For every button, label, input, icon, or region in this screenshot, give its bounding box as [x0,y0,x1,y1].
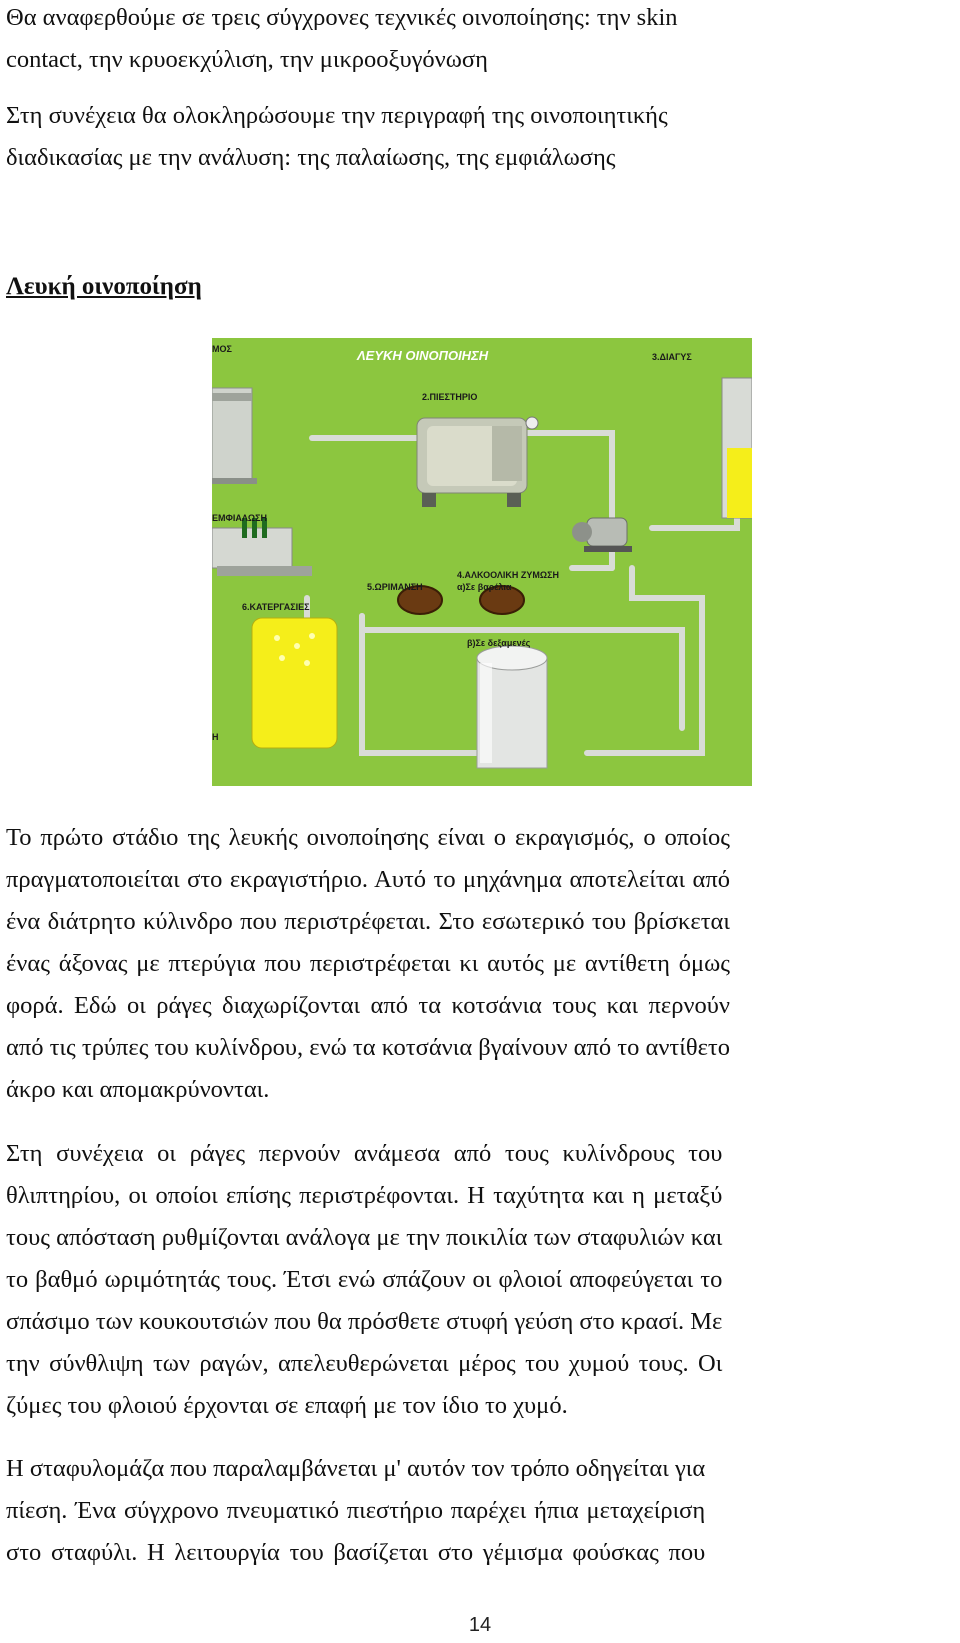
label-bottling: ΕΜΦΙΑΛΩΣΗ [212,513,268,523]
text-line: πίεση. Ένα σύγχρονο πνευματικό πιεστήριο παρέχει ήπια μεταχείριση [6,1497,706,1524]
text-line: θλιπτηρίου, οι οποίοι επίσης περιστρέφονται. Η ταχύτητα και η μεταξύ [6,1182,723,1209]
label-processing: 6.ΚΑΤΕΡΓΑΣΙΕΣ [242,602,310,612]
label-crusher: ΜΟΣ [212,344,232,354]
paragraph-intro-process [6,95,668,179]
label-tanks: β)Σε δεξαμενές [467,638,531,648]
text-line: πραγματοποιείται στο εκραγιστήριο. Αυτό το μηχάνημα αποτελείται από [6,866,730,893]
text-line: στο σταφύλι. Η λειτουργία του βασίζεται στο γέμισμα φούσκας που [6,1539,706,1566]
label-edge: Η [212,732,219,742]
text-line: την σύνθλιψη των ραγών, απελευθερώνεται μέρος του χυμού τους. Οι [6,1350,723,1377]
text-line: ζύμες του φλοιού έρχονται σε επαφή με τον ίδιο το χυμό. [6,1392,568,1419]
paragraph-crushing [6,1133,722,1427]
text-line: σπάσιμο των κουκουτσιών που θα πρόσθετε στυφή γεύση στο κρασί. Με [6,1308,723,1335]
label-maturation: 5.ΩΡΙΜΑΝΣΗ [367,582,423,592]
label-barrels: α)Σε βαρέλια [457,582,512,592]
text-line: διαδικασίας με την ανάλυση: της παλαίωσης, της εμφιάλωσης [6,144,616,171]
label-fermentation: 4.ΑΛΚΟΟΛΙΚΗ ΖΥΜΩΣΗ [457,570,559,580]
white-winemaking-diagram [212,338,752,786]
text-line: τους απόσταση ρυθμίζονται ανάλογα με την ποικιλία των σταφυλιών και [6,1224,723,1251]
section-heading: Λευκή οινοποίηση [6,273,202,300]
text-line: Η σταφυλομάζα που παραλαμβάνεται μ' αυτόν τον τρόπο οδηγείται για [6,1455,706,1482]
text-line: από τις τρύπες του κυλίνδρου, ενώ τα κοτσάνια βγαίνουν από το αντίθετο [6,1034,730,1061]
paragraph-intro-techniques [6,0,678,81]
text-line: το βαθμό ωριμότητάς τους. Έτσι ενώ σπάζουν οι φλοιοί αποφεύγεται το [6,1266,723,1293]
text-line: Στη συνέχεια οι ράγες περνούν ανάμεσα από τους κυλίνδρους του [6,1140,723,1167]
clarification-tank [722,378,752,518]
text-line: Θα αναφερθούμε σε τρεις σύγχρονες τεχνικές οινοποίησης: την skin [6,4,678,31]
text-line: Το πρώτο στάδιο της λευκής οινοποίησης είναι ο εκραγισμός, ο οποίος [6,824,730,851]
paragraph-pressing [6,1448,705,1574]
crusher-machine [212,388,257,484]
text-line: φορά. Εδώ οι ράγες διαχωρίζονται από τα κοτσάνια τους και περνούν [6,992,730,1019]
text-line: contact, την κρυοεκχύλιση, την μικροοξυγόνωση [6,46,488,73]
text-line: ένας άξονας με πτερύγια που περιστρέφεται κι αυτός με αντίθετη όμως [6,950,730,977]
diagram-title: ΛΕΥΚΗ ΟΙΝΟΠΟΙΗΣΗ [357,348,489,363]
steel-tank [477,646,547,768]
text-line: άκρο και απομακρύνονται. [6,1076,270,1103]
text-line: Στη συνέχεια θα ολοκληρώσουμε την περιγραφή της οινοποιητικής [6,102,668,129]
label-clarification: 3.ΔΙΑΓΥΣ [652,352,692,362]
page-number: 14 [468,1614,492,1636]
pneumatic-press [417,417,538,507]
text-line: ένα διάτρητο κύλινδρο που περιστρέφεται. Στο εσωτερικό του βρίσκεται [6,908,730,935]
paragraph-destemming [6,817,730,1111]
label-press: 2.ΠΙΕΣΤΗΡΙΟ [422,392,478,402]
processing-tank [252,618,337,748]
